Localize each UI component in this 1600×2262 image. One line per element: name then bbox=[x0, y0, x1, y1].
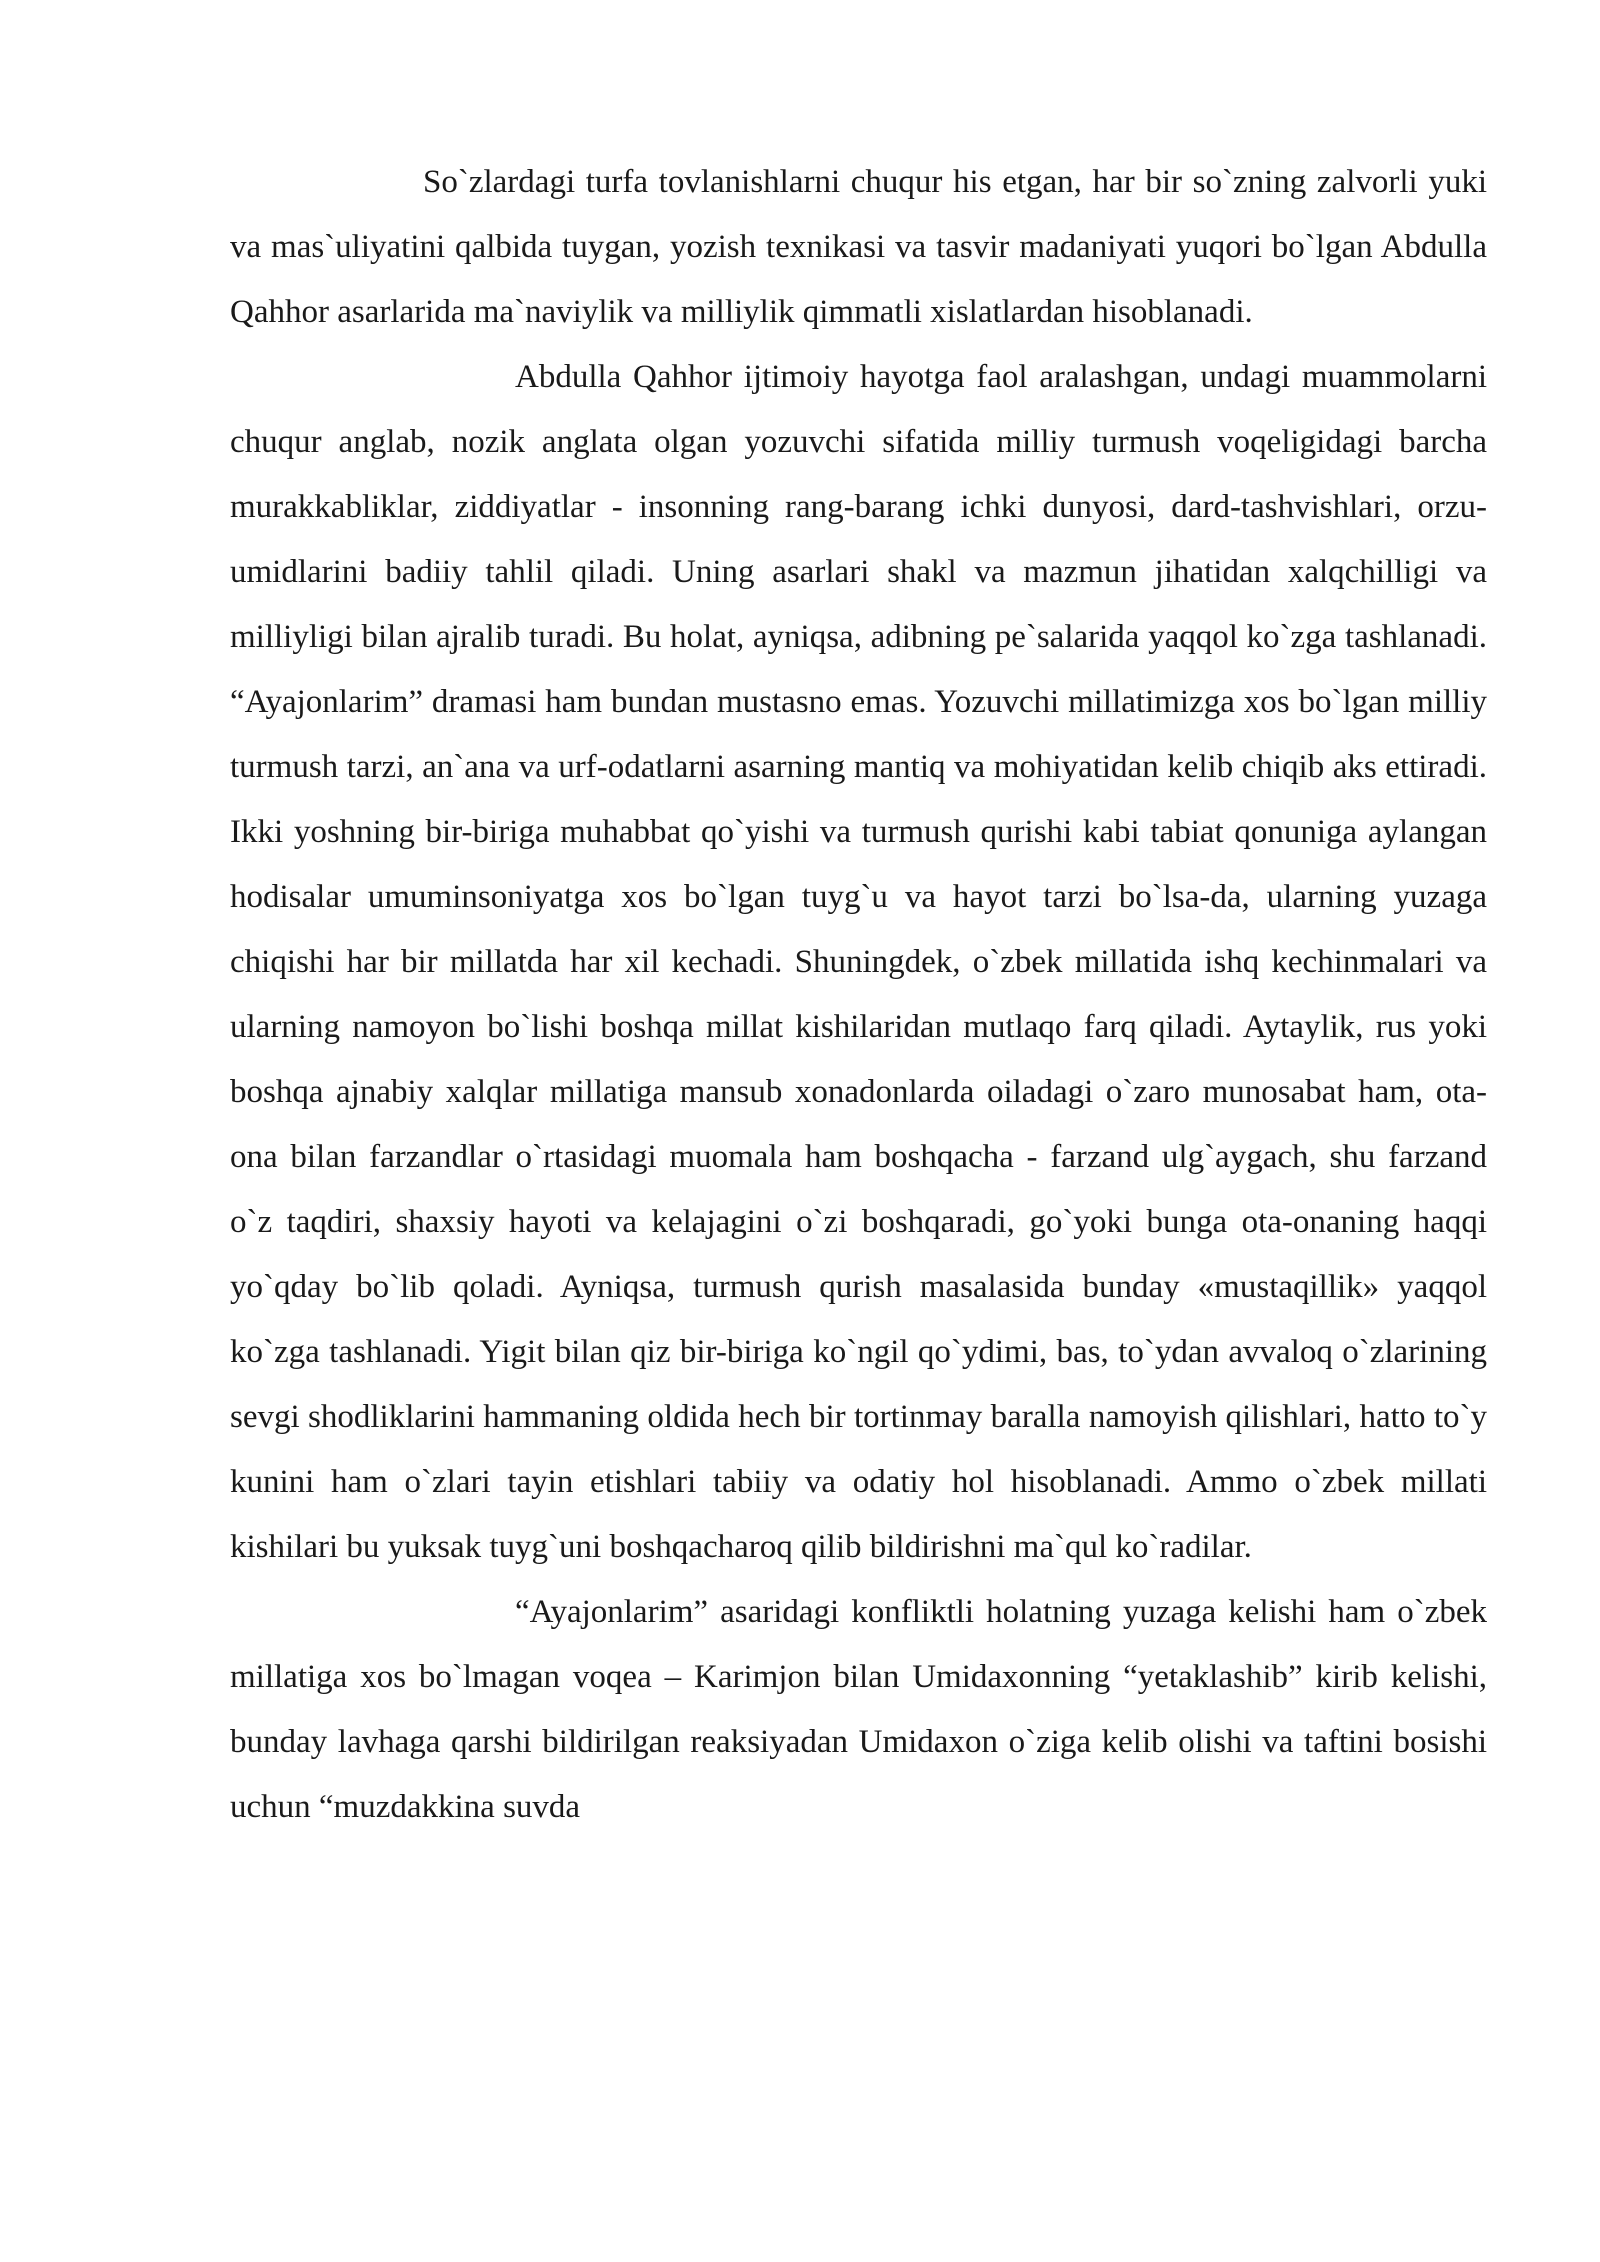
document-body bbox=[230, 150, 1487, 1840]
paragraph-1: So`zlardagi turfa tovlanishlarni chuqur his etgan, har bir so`zning zalvorli yuki va mas`uliyatini qalbida tuygan, yozish texnikasi va tasvir madaniyati yuqori bo`lgan Abdulla Qahhor asarlarida ma`naviylik va milliylik qimmatli xislatlardan hisoblanadi. bbox=[230, 164, 1487, 330]
paragraph-2: Abdulla Qahhor ijtimoiy hayotga faol aralashgan, undagi muammolarni chuqur anglab, nozik anglata olgan yozuvchi sifatida milliy turmush voqeligidagi barcha murakkabliklar, ziddiyatlar - insonning rang-barang ichki dunyosi, dard-tashvishlari, orzu-umidlarini badiiy tahlil qiladi. Uning asarlari shakl va mazmun jihatidan xalqchilligi va milliyligi bilan ajralib turadi. Bu holat, ayniqsa, adibning pe`salarida yaqqol ko`zga tashlanadi. “Ayajonlarim” dramasi ham bundan mustasno emas. Yozuvchi millatimizga xos bo`lgan milliy turmush tarzi, an`ana va urf-odatlarni asarning mantiq va mohiyatidan kelib chiqib aks ettiradi. Ikki yoshning bir-biriga muhabbat qo`yishi va turmush qurishi kabi tabiat qonuniga aylangan hodisalar umuminsoniyatga xos bo`lgan tuyg`u va hayot tarzi bo`lsa-da, ularning yuzaga chiqishi har bir millatda har xil kechadi. Shuningdek, o`zbek millatida ishq kechinmalari va ularning namoyon bo`lishi boshqa millat kishilaridan mutlaqo farq qiladi. Aytaylik, rus yoki boshqa ajnabiy xalqlar millatiga mansub xonadonlarda oiladagi o`zaro munosabat ham, ota-ona bilan farzandlar o`rtasidagi muomala ham boshqacha - farzand ulg`aygach, shu farzand o`z taqdiri, shaxsiy hayoti va kelajagini o`zi boshqaradi, go`yoki bunga ota-onaning haqqi yo`qday bo`lib qoladi. Ayniqsa, turmush qurish masalasida bunday «mustaqillik» yaqqol ko`zga tashlanadi. Yigit bilan qiz bir-biriga ko`ngil qo`ydimi, bas, to`ydan avvaloq o`zlarining sevgi shodliklarini hammaning oldida hech bir tortinmay baralla namoyish qilishlari, hatto to`y kunini ham o`zlari tayin etishlari tabiiy va odatiy hol hisoblanadi. Ammo o`zbek millati kishilari bu yuksak tuyg`uni boshqacharoq qilib bildirishni ma`qul ko`radilar. bbox=[230, 359, 1487, 1565]
paragraph-3: “Ayajonlarim” asaridagi konfliktli holatning yuzaga kelishi ham o`zbek millatiga xos bo`lmagan voqea – Karimjon bilan Umidaxonning “yetaklashib” kirib kelishi, bunday lavhaga qarshi bildirilgan reaksiyadan Umidaxon o`ziga kelib olishi va taftini bosishi uchun “muzdakkina suvda bbox=[230, 1594, 1487, 1825]
